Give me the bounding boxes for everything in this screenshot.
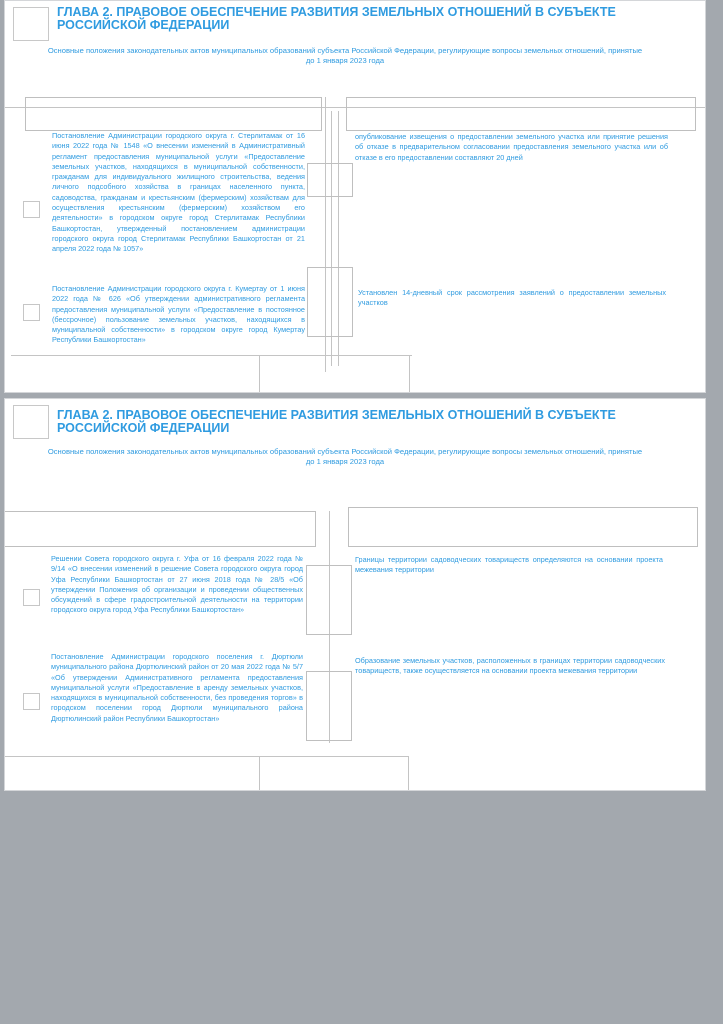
table-divider <box>409 355 410 393</box>
table-divider <box>408 756 409 791</box>
row-checkbox[interactable] <box>23 201 40 218</box>
provision-text: опубликование извещения о предоставлении земельного участка или принятие решения об отказе в предварительном согласовании предоставления земельного участка или об отказе в его предоставлении составляют 20 дней <box>355 132 668 162</box>
cell-marker-box <box>306 671 352 741</box>
row-checkbox[interactable] <box>23 693 40 710</box>
table-rule <box>5 756 409 757</box>
slide-title: ГЛАВА 2. ПРАВОВОЕ ОБЕСПЕЧЕНИЕ РАЗВИТИЯ ЗЕМЕЛЬНЫХ ОТНОШЕНИЙ В СУБЪЕКТЕ РОССИЙСКОЙ ФЕДЕРАЦИИ <box>57 5 616 32</box>
provision-text: Образование земельных участков, расположенных в границах территории садоводческих товариществ, также осуществляется на основании проекта межевания территории <box>355 656 665 676</box>
slide-1 <box>4 0 706 393</box>
act-text: Постановление Администрации городского округа г. Кумертау от 1 июня 2022 года № 626 «Об утверждении административного регламента предоставления муниципальной услуги «Предоставление в постоянное (бессрочное) пользование земельных участков, находящихся в муниципальной собственности» в городском округе город Кумертау Республики Башкортостан» <box>52 284 305 345</box>
cell-marker-box <box>307 267 353 337</box>
provision-text: Границы территории садоводческих товариществ определяются на основании проекта межевания территории <box>355 555 663 575</box>
slide-subtitle: Основные положения законодательных актов муниципальных образований субъекта Российской Федерации, регулирующие вопросы земельных отношений, принятые до 1 января 2023 года <box>47 46 643 65</box>
table-header-right <box>346 97 696 131</box>
cell-marker-box <box>306 565 352 635</box>
table-header-left <box>4 511 316 547</box>
table-divider <box>259 756 260 791</box>
table-rule <box>11 355 412 356</box>
cell-marker-box <box>307 163 353 197</box>
table-header-right <box>348 507 698 547</box>
row-checkbox[interactable] <box>23 304 40 321</box>
row-checkbox[interactable] <box>23 589 40 606</box>
act-text: Решении Совета городского округа г. Уфа от 16 февраля 2022 года № 9/14 «О внесении изменений в решение Совета городского округа город Уфа Республики Башкортостан от 27 июня 2018 года № 28/5 «Об утверждении Положения об организации и проведении общественных обсуждений в сфере градостроительной деятельности на территории городского округа город Уфа Республики Башкортостан» <box>51 554 303 615</box>
slide-subtitle: Основные положения законодательных актов муниципальных образований субъекта Российской Федерации, регулирующие вопросы земельных отношений, принятые до 1 января 2023 года <box>47 447 643 466</box>
slide-title: ГЛАВА 2. ПРАВОВОЕ ОБЕСПЕЧЕНИЕ РАЗВИТИЯ ЗЕМЕЛЬНЫХ ОТНОШЕНИЙ В СУБЪЕКТЕ РОССИЙСКОЙ ФЕДЕРАЦИИ <box>57 408 616 435</box>
slide-corner-box <box>13 405 49 439</box>
table-divider <box>259 355 260 393</box>
slide-2 <box>4 398 706 791</box>
slide-corner-box <box>13 7 49 41</box>
provision-text: Установлен 14-дневный срок рассмотрения заявлений о предоставлении земельных участков <box>358 288 666 308</box>
act-text: Постановление Администрации городского округа г. Стерлитамак от 16 июня 2022 года № 1548 «О внесении изменений в Административный регламент предоставления муниципальной услуги «Предоставление земельных участков, находящихся в муниципальной собственности, гражданам для индивидуального жилищного строительства, ведения личного подсобного хозяйства в границах населенного пункта, садоводства, гражданам и крестьянским (фермерским) хозяйствам для осуществления крестьянским (фермерским) хозяйством его деятельности» в городском округе город Стерлитамак Республики Башкортостан, утвержденный постановлением администрации городского округа город Стерлитамак Республики Башкортостан от 21 апреля 2022 года № 1057» <box>52 131 305 254</box>
table-header-left <box>25 97 322 131</box>
act-text: Постановление Администрации городского поселения г. Дюртюли муниципального района Дюртюлинский район от 20 мая 2022 года № 5/7 «Об утверждении Административного регламента предоставления муниципальной услуги «Предоставление в аренду земельных участков, находящихся в муниципальной собственности, без проведения торгов» в городском поселении город Дюртюли муниципального района Дюртюлинский район Республики Башкортостан» <box>51 652 303 723</box>
